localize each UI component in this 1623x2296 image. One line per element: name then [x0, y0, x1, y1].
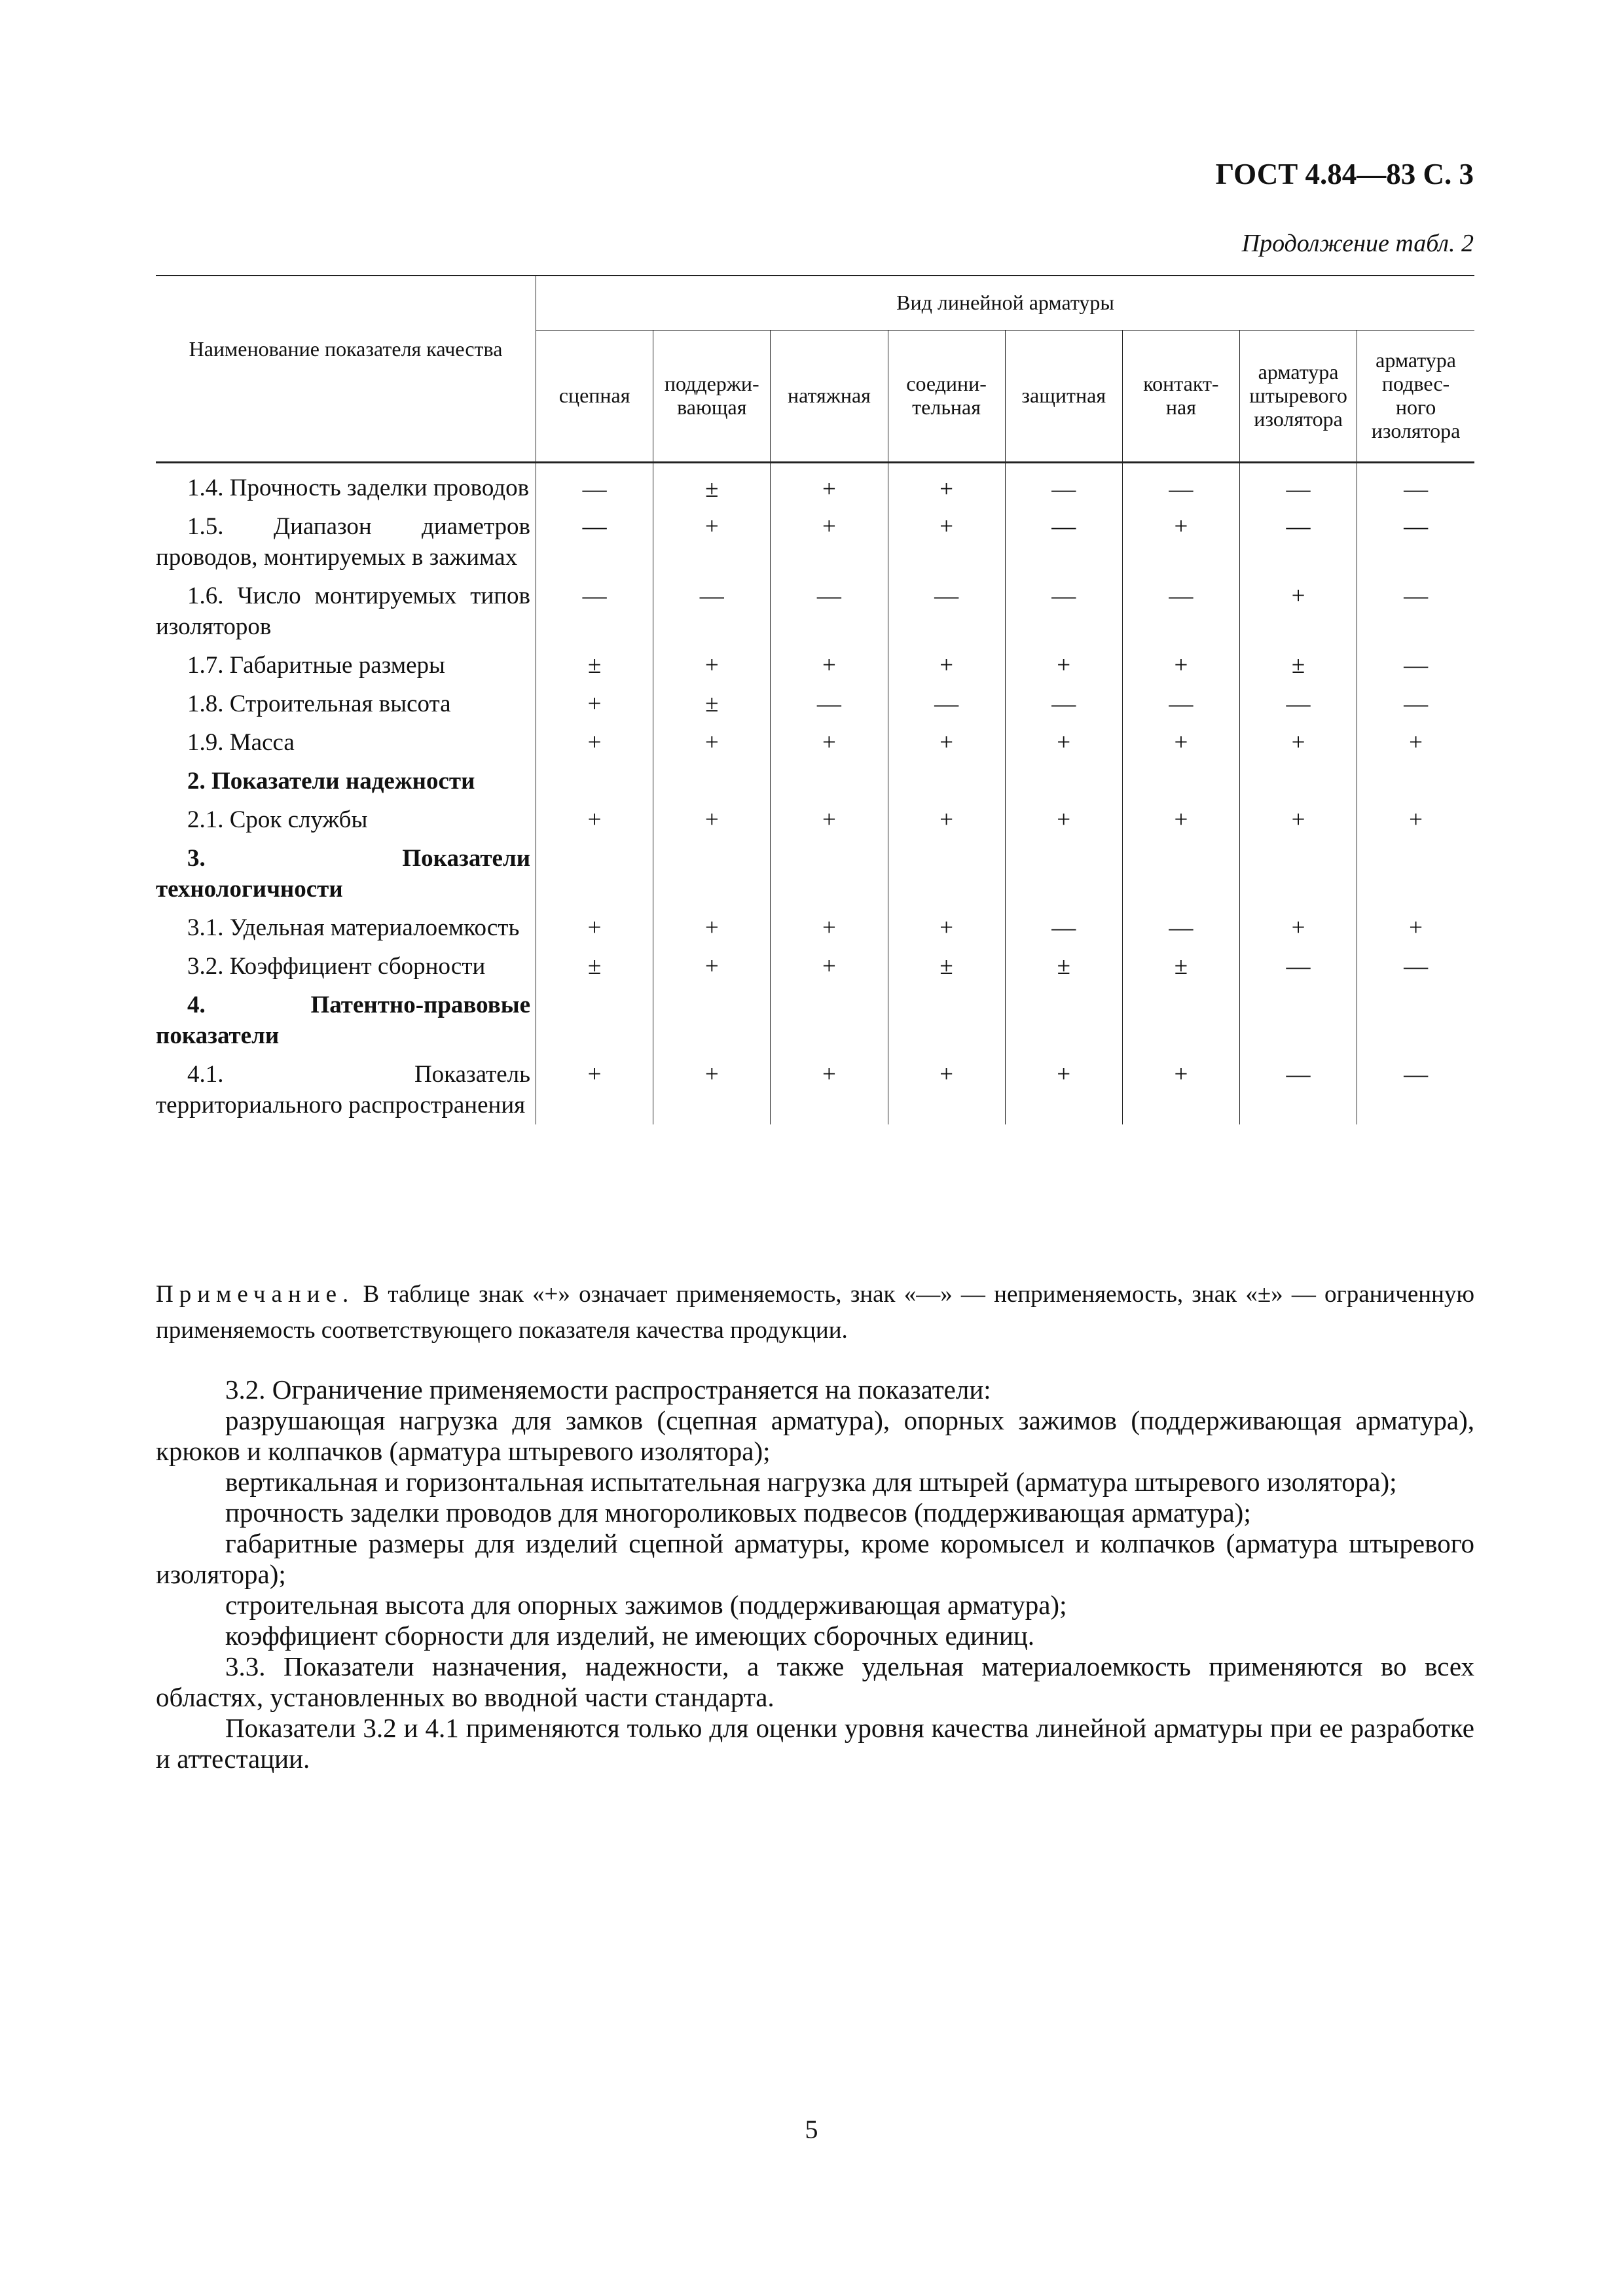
- applicability-mark: +: [1122, 507, 1239, 577]
- row-name: [156, 685, 536, 723]
- applicability-mark: +: [888, 463, 1005, 508]
- body-paragraph: габаритные размеры для изделий сцепной арматуры, кроме коромысел и колпачков (арматура штыревого изолятора);: [156, 1528, 1474, 1589]
- table-row: [156, 1055, 1474, 1124]
- row-name-text: 4. Патентно-правовые показатели: [156, 992, 531, 1049]
- row-name: [156, 986, 536, 1055]
- applicability-mark: [1357, 839, 1474, 908]
- applicability-mark: ±: [653, 685, 771, 723]
- applicability-mark: —: [536, 463, 653, 508]
- applicability-mark: [888, 762, 1005, 800]
- row-name-text: 1.9. Масса: [187, 729, 295, 756]
- row-name-text: 2. Показатели надежности: [187, 768, 475, 795]
- row-name-text: 2.1. Срок службы: [187, 806, 368, 833]
- row-name: [156, 1055, 536, 1124]
- body-paragraph: разрушающая нагрузка для замков (сцепная арматура), опорных зажимов (поддерживающая арматура), крюков и колпачков (арматура штыревого изолятора);: [156, 1405, 1474, 1466]
- applicability-mark: [653, 839, 771, 908]
- row-name: [156, 947, 536, 986]
- applicability-mark: +: [1239, 577, 1357, 646]
- body-text: [156, 1374, 1474, 1774]
- applicability-mark: —: [1005, 908, 1122, 947]
- applicability-mark: [888, 839, 1005, 908]
- applicability-mark: +: [771, 947, 888, 986]
- applicability-mark: —: [771, 577, 888, 646]
- row-name: [156, 839, 536, 908]
- applicability-mark: —: [536, 577, 653, 646]
- row-name: [156, 800, 536, 839]
- row-name-text: 1.6. Число монтируемых типов изоляторов: [156, 583, 531, 640]
- row-name: [156, 908, 536, 947]
- row-name-text: 3.1. Удельная материалоемкость: [187, 914, 520, 941]
- applicability-mark: —: [1005, 685, 1122, 723]
- applicability-mark: +: [771, 908, 888, 947]
- applicability-mark: —: [1005, 507, 1122, 577]
- table-note: [156, 1276, 1474, 1348]
- applicability-mark: +: [771, 1055, 888, 1124]
- applicability-mark: +: [1005, 723, 1122, 762]
- applicability-mark: +: [888, 800, 1005, 839]
- row-name: [156, 577, 536, 646]
- applicability-mark: [1005, 762, 1122, 800]
- applicability-mark: —: [771, 685, 888, 723]
- applicability-mark: —: [1404, 652, 1429, 679]
- applicability-mark: —: [1122, 685, 1239, 723]
- body-paragraph: Показатели 3.2 и 4.1 применяются только для оценки уровня качества линейной арматуры при ее разработке и аттестации.: [156, 1713, 1474, 1774]
- applicability-mark: [536, 986, 653, 1055]
- applicability-mark: [1122, 986, 1239, 1055]
- applicability-mark: —: [1404, 953, 1429, 980]
- applicability-mark: —: [1404, 513, 1429, 540]
- applicability-mark: +: [888, 1055, 1005, 1124]
- applicability-mark: [1005, 986, 1122, 1055]
- body-paragraph: прочность заделки проводов для многороликовых подвесов (поддерживающая арматура);: [225, 1498, 1251, 1528]
- applicability-mark: [1239, 839, 1357, 908]
- applicability-mark: +: [536, 723, 653, 762]
- applicability-mark: +: [771, 507, 888, 577]
- quality-indicators-table: [156, 275, 1474, 1124]
- table-row: [156, 507, 1474, 577]
- applicability-mark: [1122, 839, 1239, 908]
- applicability-mark: +: [1005, 646, 1122, 685]
- applicability-mark: —: [1239, 507, 1357, 577]
- applicability-mark: +: [771, 800, 888, 839]
- doc-reference: ГОСТ 4.84—83 С. 3: [1215, 158, 1474, 190]
- applicability-mark: +: [771, 646, 888, 685]
- table-row: [156, 762, 1474, 800]
- column-header: арматура штыревого изолятора: [1239, 331, 1357, 463]
- row-name: [156, 646, 536, 685]
- column-header: поддержи- вающая: [653, 331, 771, 463]
- applicability-mark: —: [1122, 908, 1239, 947]
- table-row: [156, 839, 1474, 908]
- applicability-mark: +: [536, 908, 653, 947]
- group-column-header: Вид линейной арматуры: [536, 276, 1474, 331]
- applicability-mark: —: [1005, 577, 1122, 646]
- body-paragraph: строительная высота для опорных зажимов (поддерживающая арматура);: [225, 1590, 1067, 1620]
- note-label: Примечание.: [156, 1281, 355, 1308]
- applicability-mark: +: [1239, 908, 1357, 947]
- applicability-mark: ±: [888, 947, 1005, 986]
- applicability-mark: [536, 762, 653, 800]
- applicability-mark: +: [1122, 1055, 1239, 1124]
- applicability-mark: —: [1239, 685, 1357, 723]
- column-header: арматура подвес- ного изолятора: [1357, 331, 1474, 463]
- applicability-mark: +: [1005, 1055, 1122, 1124]
- row-name: [156, 463, 536, 508]
- applicability-mark: —: [1122, 577, 1239, 646]
- row-name-text: 1.7. Габаритные размеры: [187, 652, 445, 679]
- applicability-mark: —: [1239, 463, 1357, 508]
- applicability-mark: [1239, 762, 1357, 800]
- applicability-mark: +: [536, 800, 653, 839]
- table-row: [156, 800, 1474, 839]
- applicability-mark: —: [1239, 947, 1357, 986]
- applicability-mark: +: [888, 646, 1005, 685]
- applicability-mark: +: [536, 1055, 653, 1124]
- note-text: В таблице знак «+» означает применяемость, знак «—» — неприменяемость, знак «±» — ограниченную применяемость соответствующего показателя качества продукции.: [156, 1281, 1475, 1344]
- table-row: [156, 646, 1474, 685]
- table-continuation-label: Продолжение табл. 2: [1241, 230, 1474, 257]
- row-name: [156, 762, 536, 800]
- applicability-mark: —: [888, 577, 1005, 646]
- table-row: [156, 723, 1474, 762]
- applicability-mark: [771, 986, 888, 1055]
- applicability-mark: ±: [536, 646, 653, 685]
- applicability-mark: [771, 839, 888, 908]
- column-header: контакт- ная: [1122, 331, 1239, 463]
- page-number: 5: [805, 2115, 818, 2144]
- applicability-mark: +: [888, 908, 1005, 947]
- applicability-mark: ±: [653, 463, 771, 508]
- applicability-mark: —: [536, 507, 653, 577]
- row-name-text: 3.2. Коэффициент сборности: [187, 953, 486, 980]
- table-row: [156, 463, 1474, 508]
- applicability-mark: +: [888, 723, 1005, 762]
- row-name-text: 1.5. Диапазон диаметров проводов, монтируемых в зажимах: [156, 513, 531, 571]
- body-paragraph: коэффициент сборности для изделий, не имеющих сборочных единиц.: [225, 1621, 1035, 1651]
- table-row: [156, 947, 1474, 986]
- body-paragraph: вертикальная и горизонтальная испытательная нагрузка для штырей (арматура штыревого изолятора);: [225, 1467, 1397, 1497]
- table-row: [156, 577, 1474, 646]
- table-row: [156, 986, 1474, 1055]
- applicability-mark: —: [1404, 1061, 1429, 1088]
- applicability-mark: [771, 762, 888, 800]
- applicability-mark: [653, 986, 771, 1055]
- applicability-mark: +: [1409, 729, 1423, 756]
- applicability-mark: [1357, 986, 1474, 1055]
- applicability-mark: +: [1005, 800, 1122, 839]
- row-name: [156, 507, 536, 577]
- column-header: соедини- тельная: [888, 331, 1005, 463]
- applicability-mark: ±: [1122, 947, 1239, 986]
- name-column-header: Наименование показателя качества: [156, 276, 536, 463]
- row-name: [156, 723, 536, 762]
- applicability-mark: —: [1239, 1055, 1357, 1124]
- applicability-mark: +: [1409, 914, 1423, 941]
- column-header: сцепная: [536, 331, 653, 463]
- applicability-mark: +: [653, 723, 771, 762]
- table-row: [156, 685, 1474, 723]
- applicability-mark: —: [1404, 476, 1429, 503]
- applicability-mark: +: [1122, 723, 1239, 762]
- applicability-mark: [653, 762, 771, 800]
- applicability-mark: +: [653, 1055, 771, 1124]
- column-header: защитная: [1005, 331, 1122, 463]
- applicability-mark: +: [1239, 800, 1357, 839]
- applicability-mark: +: [888, 507, 1005, 577]
- applicability-mark: +: [653, 646, 771, 685]
- applicability-mark: [888, 986, 1005, 1055]
- applicability-mark: —: [1404, 583, 1429, 609]
- column-header: натяжная: [771, 331, 888, 463]
- row-name-text: 1.8. Строительная высота: [187, 691, 451, 717]
- applicability-mark: [536, 839, 653, 908]
- applicability-mark: +: [1409, 806, 1423, 833]
- applicability-mark: [1357, 762, 1474, 800]
- applicability-mark: —: [1005, 463, 1122, 508]
- row-name-text: 3. Показатели технологичности: [156, 845, 531, 903]
- applicability-mark: ±: [536, 947, 653, 986]
- applicability-mark: ±: [1239, 646, 1357, 685]
- applicability-mark: +: [1122, 646, 1239, 685]
- applicability-mark: —: [1404, 691, 1429, 717]
- applicability-mark: [1122, 762, 1239, 800]
- applicability-mark: +: [653, 507, 771, 577]
- applicability-mark: +: [771, 723, 888, 762]
- row-name-text: 1.4. Прочность заделки проводов: [187, 475, 530, 501]
- body-paragraph: 3.2. Ограничение применяемости распространяется на показатели:: [225, 1374, 991, 1405]
- applicability-mark: +: [653, 800, 771, 839]
- applicability-mark: —: [1122, 463, 1239, 508]
- table-row: [156, 908, 1474, 947]
- applicability-mark: +: [1239, 723, 1357, 762]
- applicability-mark: +: [653, 908, 771, 947]
- applicability-mark: [1239, 986, 1357, 1055]
- applicability-mark: +: [653, 947, 771, 986]
- applicability-mark: —: [888, 685, 1005, 723]
- applicability-mark: —: [653, 577, 771, 646]
- row-name-text: 4.1. Показатель территориального распространения: [156, 1061, 531, 1119]
- applicability-mark: +: [536, 685, 653, 723]
- body-paragraph: 3.3. Показатели назначения, надежности, а также удельная материалоемкость применяются во всех областях, установленных во вводной части стандарта.: [156, 1651, 1474, 1712]
- applicability-mark: +: [1122, 800, 1239, 839]
- applicability-mark: ±: [1005, 947, 1122, 986]
- applicability-mark: +: [771, 463, 888, 508]
- applicability-mark: [1005, 839, 1122, 908]
